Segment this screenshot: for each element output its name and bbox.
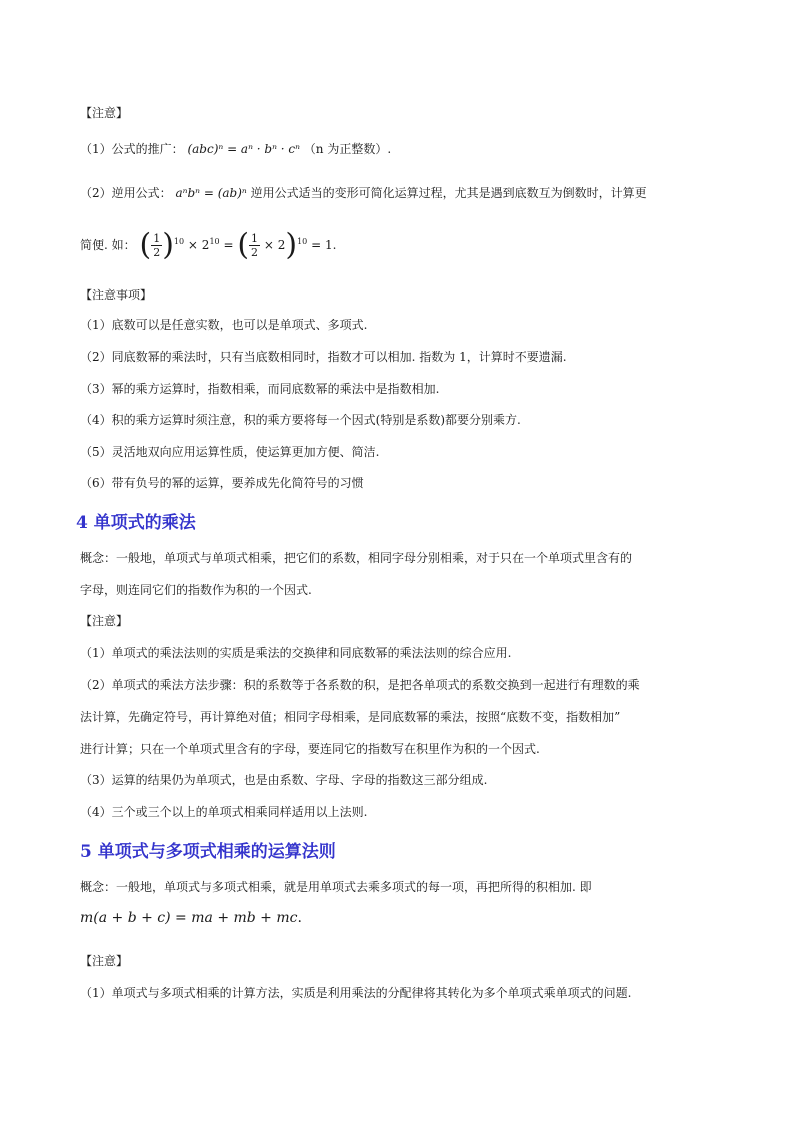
example-times-2: × 2 bbox=[187, 238, 210, 252]
precaution-item: （3）幂的乘方运算时，指数相乘，而同底数幂的乘法中是指数相加. bbox=[80, 382, 440, 396]
note-label-1: 【注意】 bbox=[80, 106, 129, 120]
item2-cont-prefix: 简便. 如： bbox=[80, 238, 136, 252]
item2-prefix: （2）逆用公式： bbox=[80, 186, 172, 200]
left-paren-icon-2: ( bbox=[237, 227, 250, 263]
section-4-heading: 4 单项式的乘法 bbox=[76, 513, 196, 533]
formula-end: . bbox=[297, 910, 302, 926]
section-4-note-2b: 法计算，先确定符号，再计算绝对值；相同字母相乘，是同底数幂的乘法，按照“底数不变，指数相加” bbox=[80, 710, 621, 724]
precaution-item: （5）灵活地双向应用运算性质，使运算更加方便、简洁. bbox=[80, 445, 380, 459]
section-4-concept-1: 概念：一般地，单项式与单项式相乘，把它们的系数，相同字母分别相乘，对于只在一个单项式里含有的 bbox=[80, 551, 633, 565]
exponent-10: 10 bbox=[173, 237, 185, 246]
section-5-note-1: （1）单项式与多项式相乘的计算方法，实质是利用乘法的分配律将其转化为多个单项式乘单项式的问题. bbox=[80, 986, 632, 1000]
section-5-formula-line bbox=[80, 910, 302, 926]
item2-text: 逆用公式适当的变形可简化运算过程，尤其是遇到底数互为倒数时，计算更 bbox=[250, 186, 647, 200]
section-4-note-4: （4）三个或三个以上的单项式相乘同样适用以上法则. bbox=[80, 805, 368, 819]
formula-inverse bbox=[80, 184, 647, 201]
exponent-10b: 10 bbox=[209, 237, 220, 246]
item2-formula: aⁿbⁿ = (ab)ⁿ bbox=[175, 186, 247, 200]
fraction-one-half: $\frac{1}{2}$ bbox=[153, 232, 161, 259]
section-4-note-2c: 进行计算；只在一个单项式里含有的字母，要连同它的指数写在积里作为积的一个因式. bbox=[80, 742, 540, 756]
formula-generalization bbox=[80, 140, 391, 157]
right-paren-icon-2: ) bbox=[285, 227, 298, 263]
distributive-formula: m(a + b + c) = ma + mb + mc bbox=[80, 910, 298, 926]
item1-prefix: （1）公式的推广： bbox=[80, 142, 184, 156]
section-5-concept-1: 概念：一般地，单项式与多项式相乘，就是用单项式去乘多项式的每一项，再把所得的积相加. 即 bbox=[80, 880, 592, 894]
section-5-heading: 5 单项式与多项式相乘的运算法则 bbox=[80, 842, 336, 862]
example-end: = 1. bbox=[311, 238, 337, 252]
left-paren-icon: ( bbox=[139, 227, 152, 263]
section-4-note-3: （3）运算的结果仍为单项式，也是由系数、字母、字母的指数这三部分组成. bbox=[80, 773, 488, 787]
section-5-note-label: 【注意】 bbox=[80, 954, 129, 968]
precaution-item: （6）带有负号的幂的运算，要养成先化简符号的习惯 bbox=[80, 476, 364, 490]
exponent-10c: 10 bbox=[297, 237, 308, 246]
right-paren-icon: ) bbox=[162, 227, 174, 263]
section-4-concept-2: 字母，则连同它们的指数作为积的一个因式. bbox=[80, 583, 312, 597]
precaution-item: （2）同底数幂的乘法时，只有当底数相同时，指数才可以相加. 指数为 1，计算时不要遗漏. bbox=[80, 350, 567, 364]
item1-formula: (abc)ⁿ = aⁿ · bⁿ · cⁿ bbox=[187, 142, 300, 156]
precaution-item: （1）底数可以是任意实数，也可以是单项式、多项式. bbox=[80, 318, 368, 332]
item1-suffix: （n 为正整数）. bbox=[303, 142, 392, 156]
section-4-note-1: （1）单项式的乘法法则的实质是乘法的交换律和同底数幂的乘法法则的综合应用. bbox=[80, 646, 512, 660]
section-4-note-2a: （2）单项式的乘法方法步骤：积的系数等于各系数的积，是把各单项式的系数交换到一起进行有理数的乘 bbox=[80, 678, 640, 692]
formula-example: 简便. 如： ( $\frac{1}{2}$ )$^{10} \times 2^{10}$ = ( $\frac{1}{2}$ × 2)$^{10}$ = 1. bbox=[80, 227, 337, 263]
precaution-item: （4）积的乘方运算时须注意，积的乘方要将每一个因式(特别是系数)都要分别乘方. bbox=[80, 413, 521, 427]
fraction-one-half-2: $\frac{1}{2}$ bbox=[251, 232, 259, 259]
precautions-title: 【注意事项】 bbox=[80, 288, 153, 302]
section-4-note-label: 【注意】 bbox=[80, 614, 129, 628]
